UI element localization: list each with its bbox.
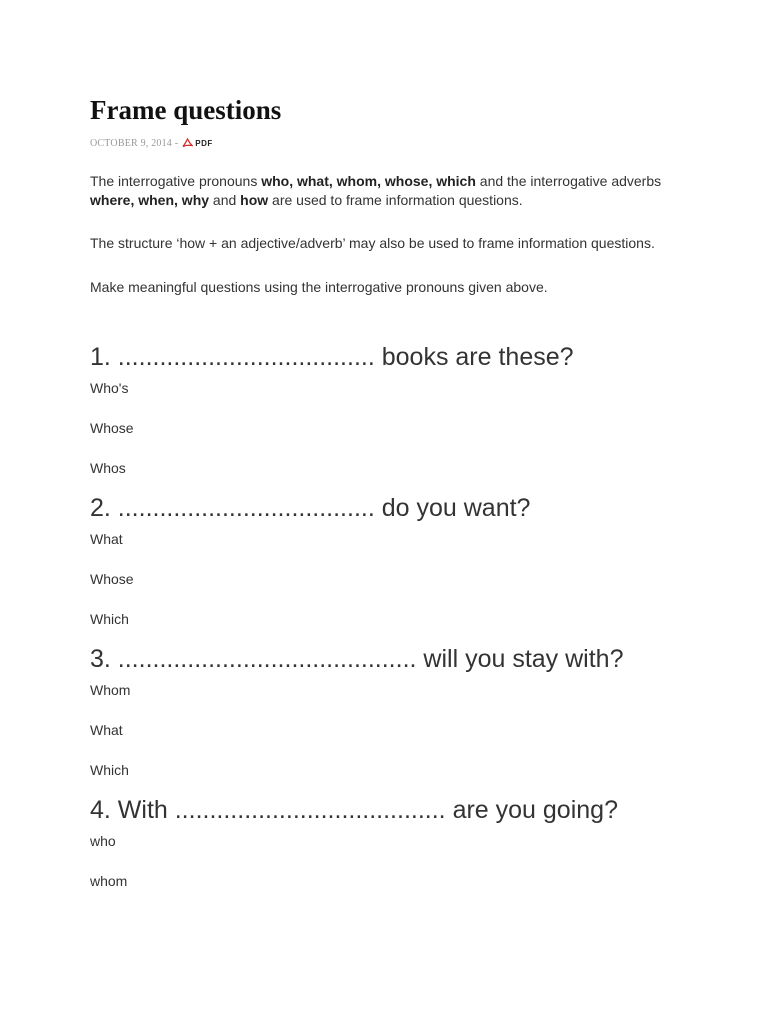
question-text: 1. ..................................... books are these? (90, 343, 574, 371)
question-block (90, 493, 530, 628)
adverb-how: how (240, 192, 269, 208)
intro-text: The interrogative pronouns (90, 173, 262, 189)
answer-option: Whose (90, 571, 134, 587)
pronoun-list: who, what, whom, whose, which (261, 173, 476, 189)
adverb-list: where, when, why (90, 192, 210, 208)
question-text: 3. ........................................... will you stay with? (90, 645, 624, 673)
intro-text: and (209, 192, 241, 208)
question-block (90, 795, 618, 890)
answer-option: whom (90, 873, 128, 889)
pdf-icon (182, 138, 193, 148)
pdf-download-link[interactable] (182, 138, 213, 148)
answer-option: Whom (90, 682, 131, 698)
question-block (90, 342, 574, 477)
intro-text: are used to frame information questions. (268, 192, 523, 208)
pdf-label: PDF (195, 138, 213, 148)
question-block (90, 644, 623, 779)
answer-option: Which (90, 762, 129, 778)
post-meta (90, 136, 670, 150)
answer-option: who (90, 833, 116, 849)
intro-paragraph-1 (90, 172, 670, 210)
answer-option: Whose (90, 420, 134, 436)
answer-option: What (90, 722, 123, 738)
answer-option: Which (90, 611, 129, 627)
intro-paragraph-2: The structure ‘how + an adjective/adverb’ may also be used to frame information questions. (90, 235, 655, 251)
question-text: 4. With ....................................... are you going? (90, 796, 618, 824)
article (90, 94, 670, 889)
instruction-paragraph: Make meaningful questions using the interrogative pronouns given above. (90, 279, 548, 295)
intro-text: and the interrogative adverbs (475, 173, 662, 189)
answer-option: Who's (90, 380, 129, 396)
answer-option: Whos (90, 460, 126, 476)
question-text: 2. ..................................... do you want? (90, 494, 531, 522)
post-date: OCTOBER 9, 2014 - (90, 137, 179, 149)
answer-option: What (90, 531, 123, 547)
page-title: Frame questions (90, 95, 282, 125)
